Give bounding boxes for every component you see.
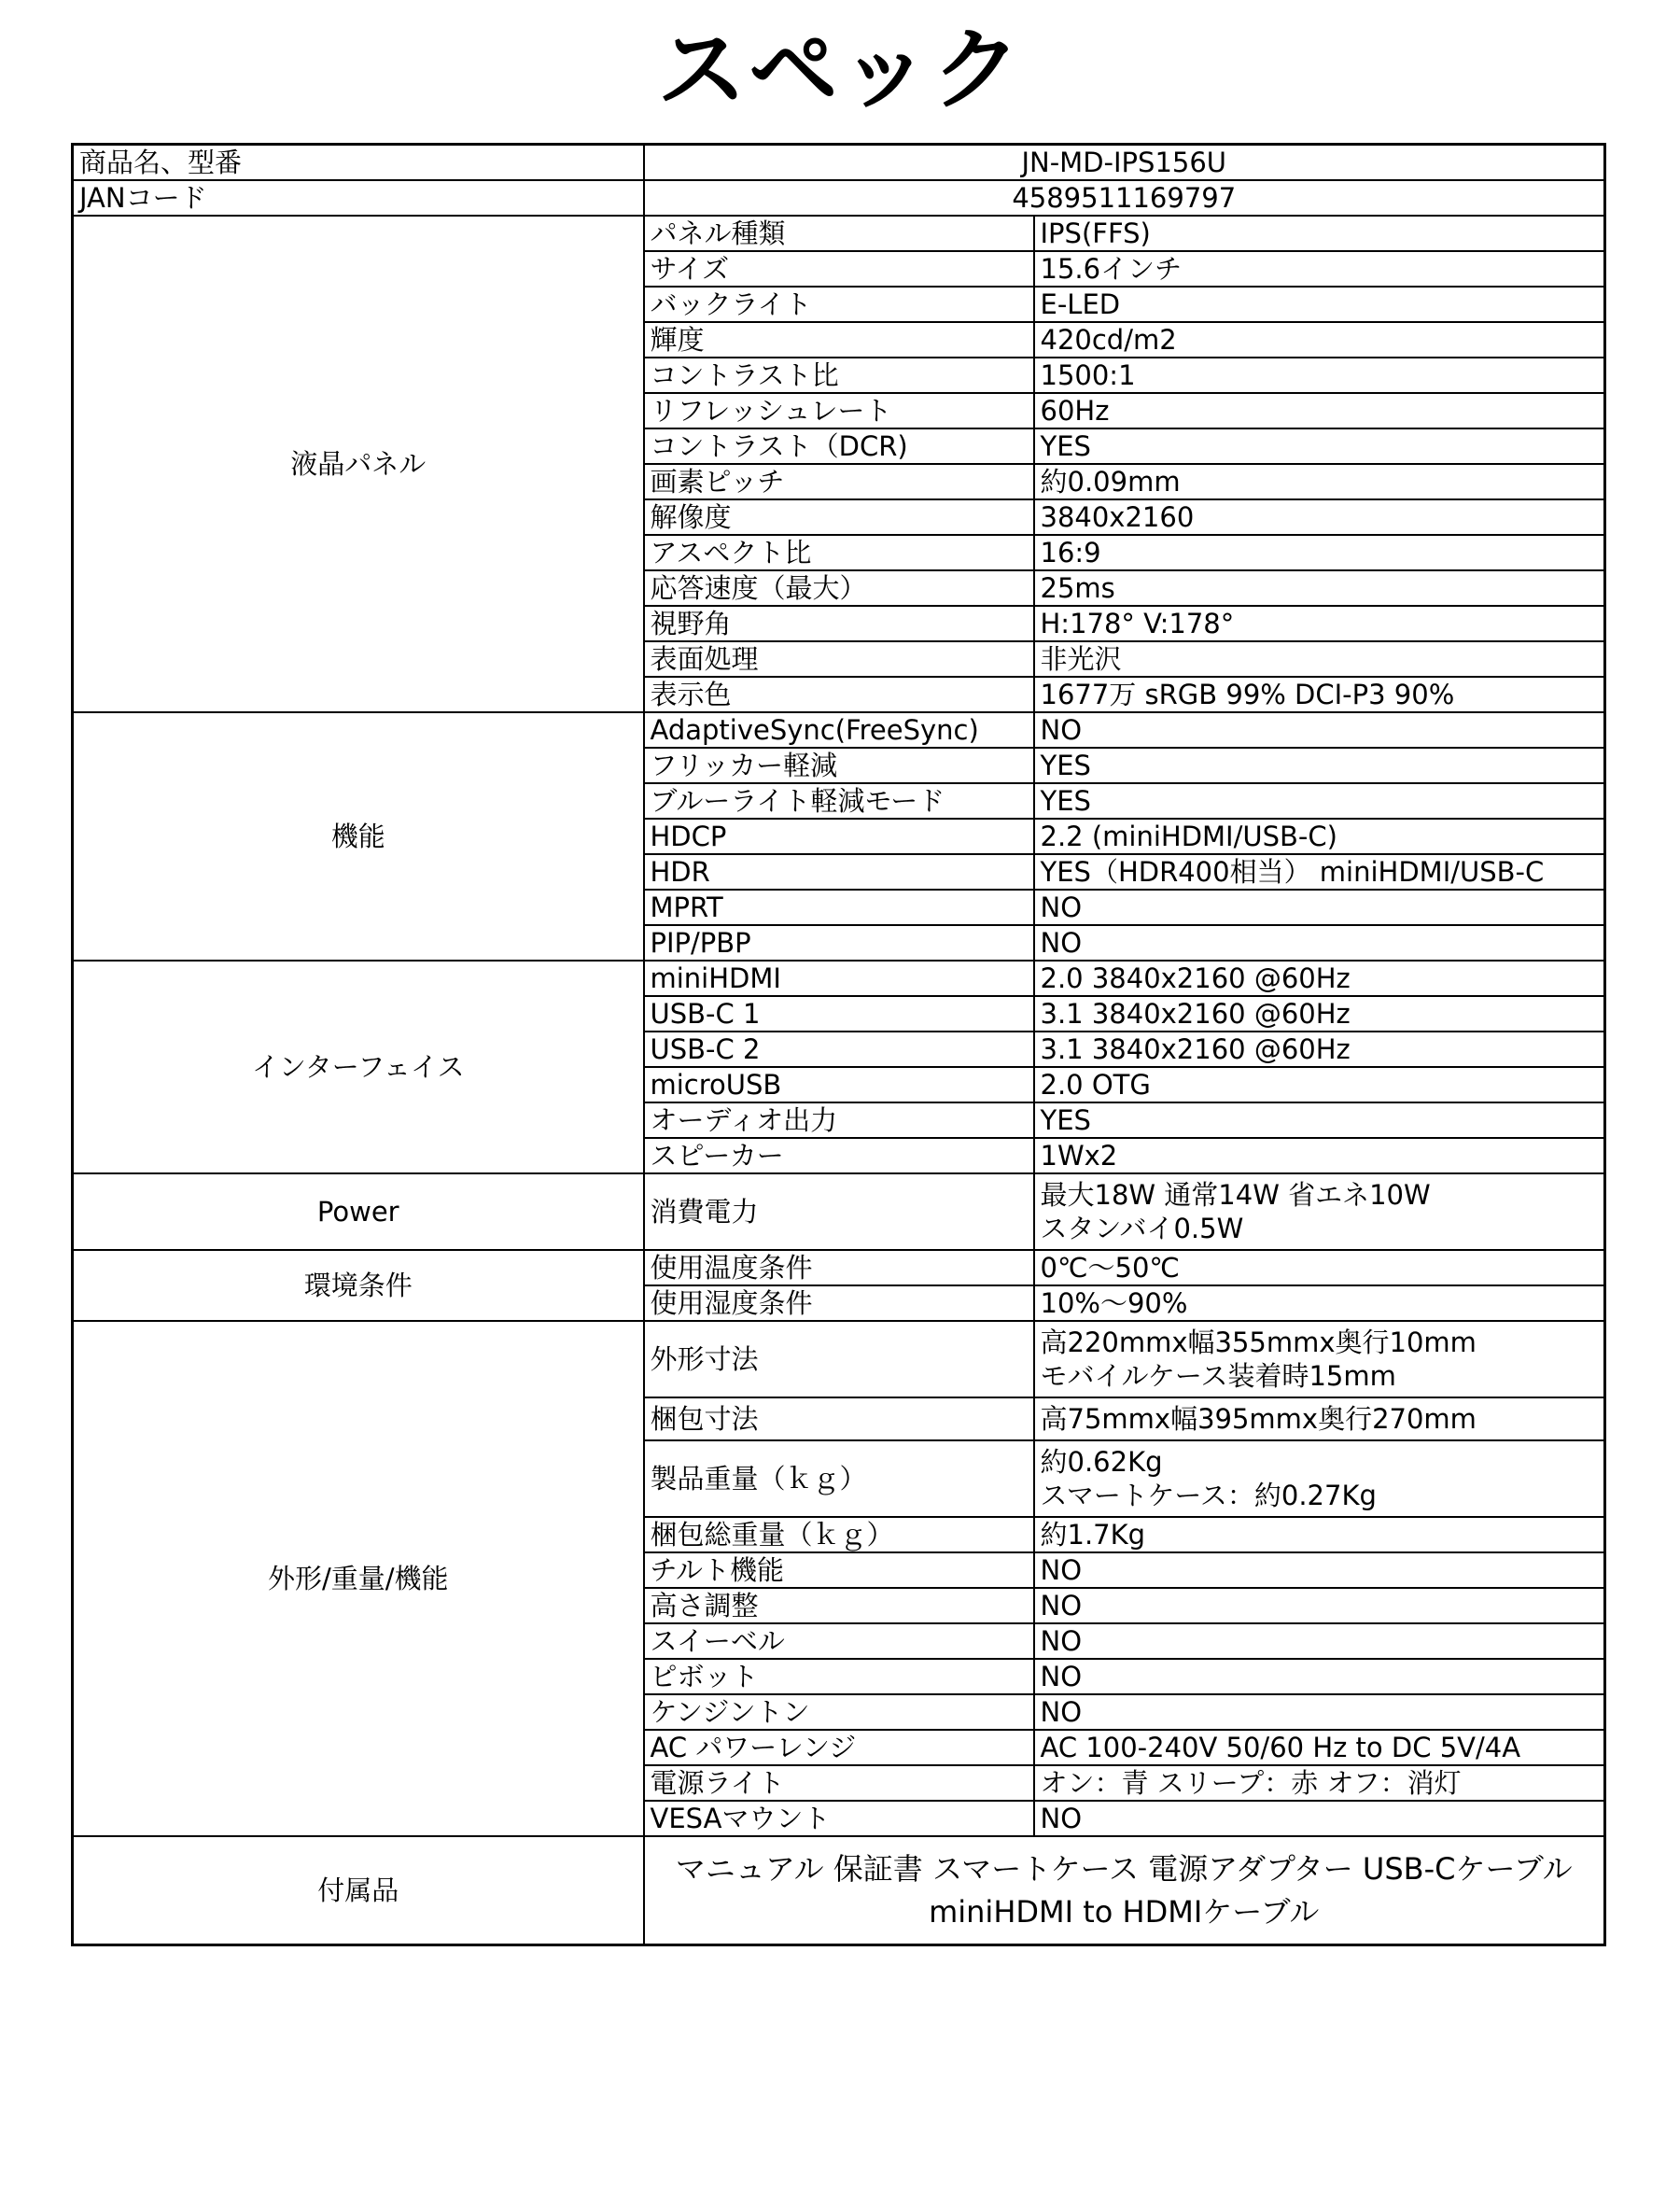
spec-label: 使用湿度条件 (644, 1285, 1034, 1321)
spec-value: NO (1034, 925, 1605, 961)
power-value-line: スタンバイ0.5W (1040, 1213, 1244, 1244)
product-name-label: 商品名、型番 (73, 145, 644, 181)
spec-label: スイーベル (644, 1623, 1034, 1659)
spec-value: 1500:1 (1034, 358, 1605, 393)
spec-label: ピボット (644, 1659, 1034, 1694)
spec-value: NO (1034, 1623, 1605, 1659)
spec-label: 表示色 (644, 677, 1034, 712)
table-row (73, 712, 1605, 748)
spec-label: サイズ (644, 251, 1034, 287)
power-value-line: 最大18W 通常14W 省エネ10W (1040, 1179, 1431, 1211)
spec-label: 梱包寸法 (644, 1397, 1034, 1440)
spec-value: 2.2 (miniHDMI/USB-C) (1034, 819, 1605, 854)
table-row (73, 1836, 1605, 1945)
spec-value: 3840x2160 (1034, 499, 1605, 535)
spec-label: パネル種類 (644, 216, 1034, 251)
spec-value: 0℃～50℃ (1034, 1250, 1605, 1285)
spec-label: 視野角 (644, 606, 1034, 641)
spec-label: フリッカー軽減 (644, 748, 1034, 783)
category-features: 機能 (73, 712, 644, 961)
category-panel: 液晶パネル (73, 216, 644, 712)
jan-code-label: JANコード (73, 180, 644, 216)
outer-size-line: 高220mmx幅355mmx奥行10mm (1040, 1327, 1477, 1358)
table-row (73, 216, 1605, 251)
spec-label: 製品重量（ｋｇ） (644, 1440, 1034, 1517)
spec-label: 応答速度（最大） (644, 570, 1034, 606)
spec-value: 2.0 OTG (1034, 1067, 1605, 1102)
spec-value (1034, 1321, 1605, 1397)
spec-value: オン：青 スリープ：赤 オフ：消灯 (1034, 1765, 1605, 1801)
spec-label: 梱包総重量（ｋｇ） (644, 1517, 1034, 1552)
table-row (73, 180, 1605, 216)
spec-label: 使用温度条件 (644, 1250, 1034, 1285)
spec-value: 15.6インチ (1034, 251, 1605, 287)
spec-value: H:178° V:178° (1034, 606, 1605, 641)
spec-label: HDR (644, 854, 1034, 890)
table-row (73, 145, 1605, 181)
spec-label: 輝度 (644, 322, 1034, 358)
spec-value: AC 100-240V 50/60 Hz to DC 5V/4A (1034, 1730, 1605, 1765)
spec-label: ケンジントン (644, 1694, 1034, 1730)
spec-label: スピーカー (644, 1138, 1034, 1173)
accessories-line: miniHDMI to HDMIケーブル (929, 1894, 1320, 1930)
spec-label: miniHDMI (644, 961, 1034, 996)
category-interface: インターフェイス (73, 961, 644, 1173)
category-physical: 外形/重量/機能 (73, 1321, 644, 1836)
spec-value: YES (1034, 783, 1605, 819)
spec-value: NO (1034, 1801, 1605, 1836)
spec-label: チルト機能 (644, 1552, 1034, 1588)
spec-label: microUSB (644, 1067, 1034, 1102)
spec-value: 420cd/m2 (1034, 322, 1605, 358)
spec-value: 25ms (1034, 570, 1605, 606)
spec-label: AdaptiveSync(FreeSync) (644, 712, 1034, 748)
spec-label: 表面処理 (644, 641, 1034, 677)
spec-label: 電源ライト (644, 1765, 1034, 1801)
spec-value (1034, 1173, 1605, 1250)
page-title: スペック (657, 18, 1023, 122)
category-power: Power (73, 1173, 644, 1250)
spec-value: NO (1034, 1588, 1605, 1623)
spec-value: NO (1034, 890, 1605, 925)
spec-value (1034, 1440, 1605, 1517)
table-row (73, 961, 1605, 996)
weight-line: 約0.62Kg (1040, 1446, 1163, 1478)
spec-label: 高さ調整 (644, 1588, 1034, 1623)
spec-label: AC パワーレンジ (644, 1730, 1034, 1765)
accessories-value (644, 1836, 1605, 1945)
product-name-value: JN-MD-IPS156U (644, 145, 1605, 181)
jan-code-value: 4589511169797 (644, 180, 1605, 216)
spec-value: 3.1 3840x2160 @60Hz (1034, 1032, 1605, 1067)
spec-label: USB-C 1 (644, 996, 1034, 1032)
spec-label: 消費電力 (644, 1173, 1034, 1250)
spec-label: VESAマウント (644, 1801, 1034, 1836)
spec-value: 非光沢 (1034, 641, 1605, 677)
spec-label: リフレッシュレート (644, 393, 1034, 428)
spec-label: 画素ピッチ (644, 464, 1034, 499)
spec-label: 解像度 (644, 499, 1034, 535)
category-environment: 環境条件 (73, 1250, 644, 1321)
spec-value: NO (1034, 1659, 1605, 1694)
spec-value: YES (1034, 428, 1605, 464)
spec-label: USB-C 2 (644, 1032, 1034, 1067)
spec-value: 60Hz (1034, 393, 1605, 428)
spec-label: 外形寸法 (644, 1321, 1034, 1397)
spec-value: NO (1034, 1552, 1605, 1588)
spec-label: PIP/PBP (644, 925, 1034, 961)
spec-value: 16:9 (1034, 535, 1605, 570)
spec-value: 約0.09mm (1034, 464, 1605, 499)
spec-value: 10%～90% (1034, 1285, 1605, 1321)
spec-label: バックライト (644, 287, 1034, 322)
spec-label: コントラスト（DCR) (644, 428, 1034, 464)
spec-label: MPRT (644, 890, 1034, 925)
spec-table (71, 143, 1606, 1946)
spec-label: HDCP (644, 819, 1034, 854)
spec-value: E-LED (1034, 287, 1605, 322)
table-row (73, 1173, 1605, 1250)
spec-value: YES (1034, 748, 1605, 783)
spec-value: YES (1034, 1102, 1605, 1138)
spec-value: 1Wx2 (1034, 1138, 1605, 1173)
spec-value: 3.1 3840x2160 @60Hz (1034, 996, 1605, 1032)
accessories-line: マニュアル 保証書 スマートケース 電源アダプター USB-Cケーブル (675, 1851, 1573, 1887)
spec-value: 約1.7Kg (1034, 1517, 1605, 1552)
spec-value: NO (1034, 1694, 1605, 1730)
table-row (73, 1250, 1605, 1285)
outer-size-line: モバイルケース装着時15mm (1040, 1360, 1396, 1392)
spec-value: 高75mmx幅395mmx奥行270mm (1034, 1397, 1605, 1440)
weight-line: スマートケース：約0.27Kg (1040, 1480, 1377, 1511)
category-accessories: 付属品 (73, 1836, 644, 1945)
spec-value: IPS(FFS) (1034, 216, 1605, 251)
spec-value: YES（HDR400相当） miniHDMI/USB-C (1034, 854, 1605, 890)
spec-label: ブルーライト軽減モード (644, 783, 1034, 819)
spec-value: 2.0 3840x2160 @60Hz (1034, 961, 1605, 996)
spec-label: オーディオ出力 (644, 1102, 1034, 1138)
spec-label: コントラスト比 (644, 358, 1034, 393)
spec-value: 1677万 sRGB 99% DCI-P3 90% (1034, 677, 1605, 712)
spec-value: NO (1034, 712, 1605, 748)
table-row (73, 1321, 1605, 1397)
spec-label: アスペクト比 (644, 535, 1034, 570)
